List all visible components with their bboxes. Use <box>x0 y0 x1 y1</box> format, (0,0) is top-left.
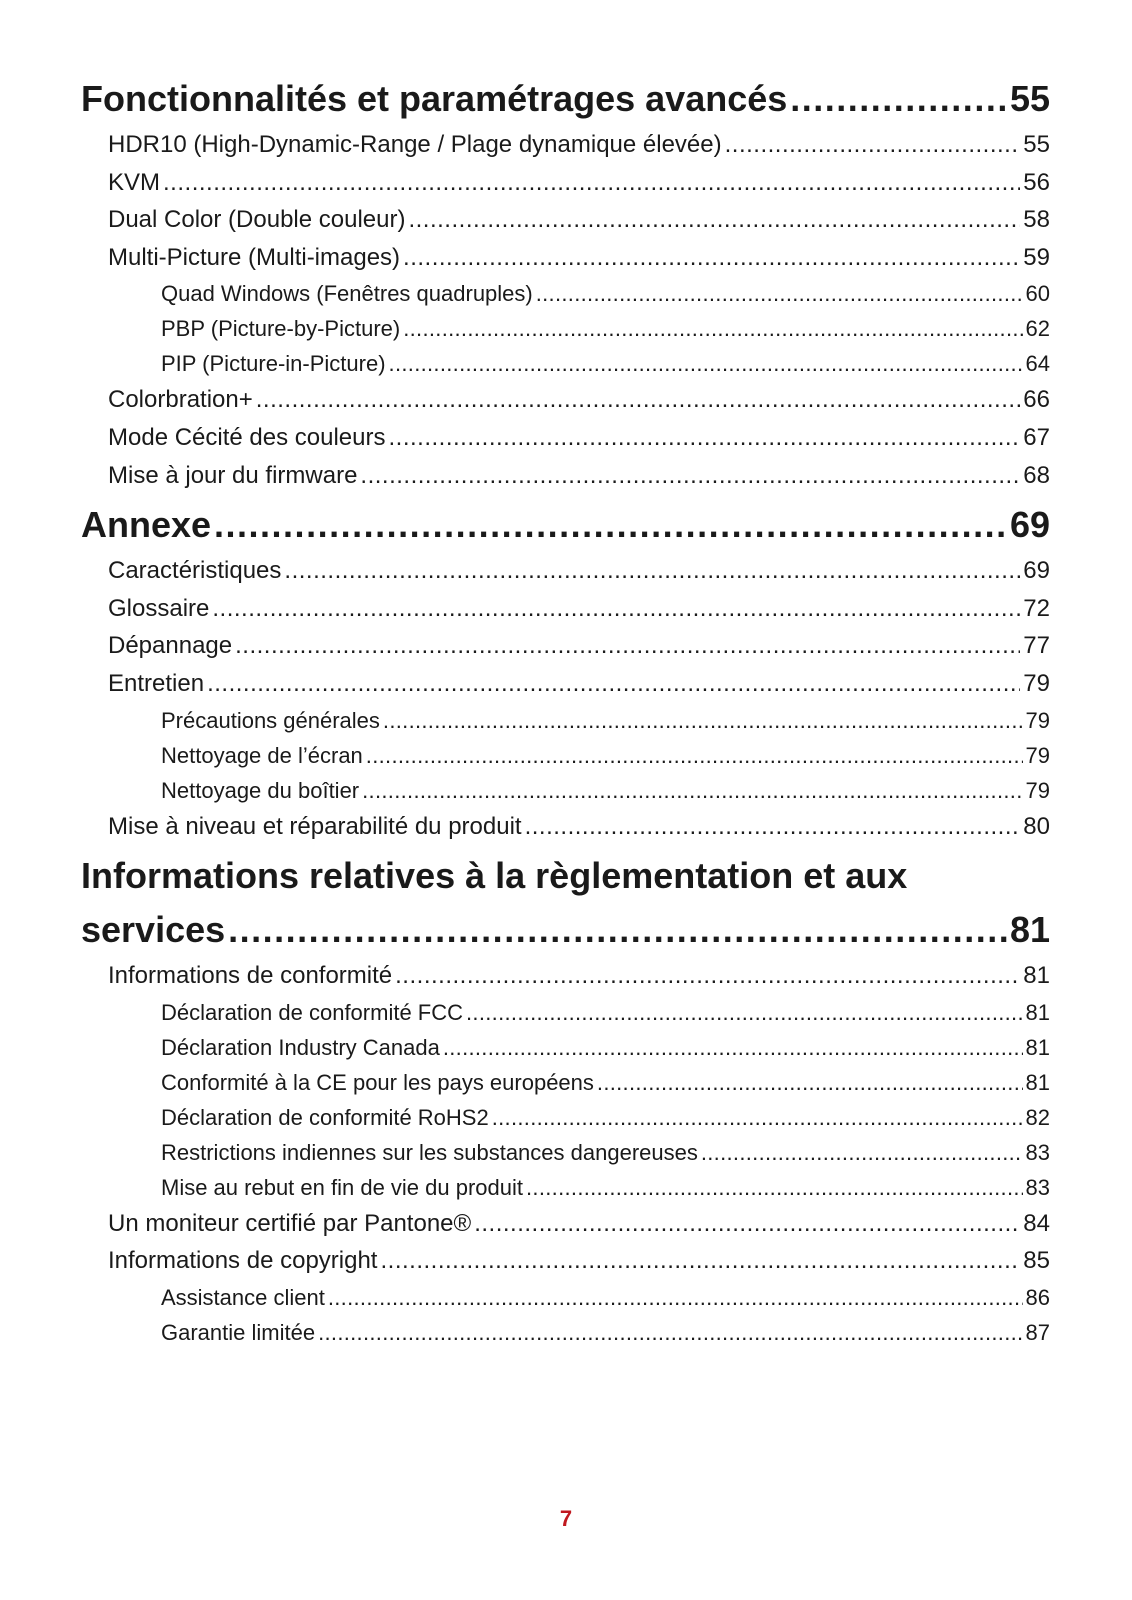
toc-entry-label: Dual Color (Double couleur) <box>108 206 406 234</box>
toc-entry-label: Déclaration Industry Canada <box>161 1034 440 1060</box>
dot-leader <box>212 590 1020 628</box>
toc-entry[interactable] <box>81 381 1050 419</box>
toc-page-number: 83 <box>1025 1174 1050 1200</box>
toc-page-number: 83 <box>1025 1139 1050 1165</box>
toc-section-title-line[interactable]: Informations relatives à la règlementation et aux <box>81 855 908 897</box>
toc-entry-label: Multi-Picture (Multi-images) <box>108 243 401 271</box>
toc-page-number: 81 <box>1025 1034 1050 1060</box>
dot-leader <box>403 239 1020 277</box>
toc-page-number: 81 <box>1023 962 1050 990</box>
toc-page-number: 69 <box>1009 504 1050 546</box>
dot-leader <box>474 1205 1020 1243</box>
toc-page-number: 64 <box>1025 351 1050 377</box>
dot-leader <box>466 995 1023 1030</box>
toc-entry-label: KVM <box>108 168 161 196</box>
dot-leader <box>256 381 1021 419</box>
toc-entry-label: HDR10 (High-Dynamic-Range / Plage dynamique élevée) <box>108 131 722 158</box>
toc-entry-label: Un moniteur certifié par Pantone® <box>108 1209 472 1237</box>
dot-leader <box>725 126 1021 164</box>
dot-leader <box>228 903 1007 957</box>
toc-entry-label: Nettoyage de l’écran <box>161 742 363 768</box>
dot-leader <box>395 957 1020 995</box>
toc-entry-label: Restrictions indiennes sur les substances dangereuses <box>161 1139 698 1165</box>
toc-entry-label: Glossaire <box>108 594 210 622</box>
dot-leader <box>328 1280 1023 1315</box>
toc-page-number: 66 <box>1023 386 1050 414</box>
toc-subentry[interactable] <box>81 276 1050 311</box>
toc-page-number: 79 <box>1025 742 1050 768</box>
toc-section-title: Fonctionnalités et paramétrages avancés <box>81 78 788 119</box>
toc-page-number: 67 <box>1023 423 1050 451</box>
toc-page-number: 55 <box>1009 78 1050 119</box>
dot-leader <box>701 1135 1023 1170</box>
toc-entry[interactable] <box>81 126 1050 164</box>
toc-entry-label: Mise à jour du firmware <box>108 461 358 489</box>
dot-leader <box>284 552 1020 590</box>
toc-entry-label: Mise à niveau et réparabilité du produit <box>108 812 522 840</box>
toc-entry-label: Quad Windows (Fenêtres quadruples) <box>161 281 533 307</box>
dot-leader <box>207 665 1020 703</box>
toc-section-heading[interactable] <box>81 498 1050 552</box>
toc-subentry[interactable] <box>81 738 1050 773</box>
toc-entry-label: Déclaration de conformité RoHS2 <box>161 1104 489 1130</box>
toc-entry-label: Précautions générales <box>161 707 380 733</box>
toc-entry[interactable] <box>81 1205 1050 1243</box>
toc-entry[interactable] <box>81 590 1050 628</box>
toc-entry-label: Assistance client <box>161 1284 325 1310</box>
toc-entry[interactable] <box>81 552 1050 590</box>
toc-section-heading[interactable] <box>81 72 1050 126</box>
toc-page-number: 69 <box>1023 557 1050 585</box>
toc-page-number: 81 <box>1009 909 1050 951</box>
toc-entry-label: Informations de copyright <box>108 1247 378 1275</box>
toc-subentry[interactable] <box>81 1100 1050 1135</box>
dot-leader <box>214 498 1007 552</box>
dot-leader <box>360 457 1020 495</box>
toc-page-number: 55 <box>1023 131 1050 158</box>
toc-page-number: 81 <box>1025 999 1050 1025</box>
toc-page-number: 79 <box>1023 669 1050 697</box>
toc-page-number: 56 <box>1023 168 1050 196</box>
toc-section-title: Annexe <box>81 504 212 546</box>
toc-page-number: 60 <box>1025 281 1050 307</box>
toc-entry[interactable] <box>81 239 1050 277</box>
table-of-contents <box>81 72 1050 1350</box>
toc-subentry[interactable] <box>81 311 1050 346</box>
toc-page-number: 79 <box>1025 707 1050 733</box>
toc-page-number: 68 <box>1023 461 1050 489</box>
dot-leader <box>597 1065 1023 1100</box>
toc-page-number: 87 <box>1025 1319 1050 1345</box>
toc-subentry[interactable] <box>81 346 1050 381</box>
toc-entry-label: Conformité à la CE pour les pays européens <box>161 1069 594 1095</box>
dot-leader <box>366 738 1023 773</box>
toc-entry[interactable] <box>81 457 1050 495</box>
toc-page-number: 72 <box>1023 594 1050 622</box>
toc-entry-label: Mode Cécité des couleurs <box>108 423 386 451</box>
toc-entry-label: Dépannage <box>108 632 233 660</box>
toc-subentry[interactable] <box>81 1280 1050 1315</box>
toc-entry[interactable] <box>81 419 1050 457</box>
dot-leader <box>163 164 1020 202</box>
toc-subentry[interactable] <box>81 1170 1050 1205</box>
toc-page-number: 82 <box>1025 1104 1050 1130</box>
dot-leader <box>318 1315 1022 1350</box>
dot-leader <box>383 703 1023 738</box>
toc-entry[interactable] <box>81 957 1050 995</box>
toc-page-number: 58 <box>1023 206 1050 234</box>
toc-entry-label: Déclaration de conformité FCC <box>161 999 464 1025</box>
toc-entry[interactable] <box>81 665 1050 703</box>
toc-entry[interactable] <box>81 201 1050 239</box>
toc-subentry[interactable] <box>81 1135 1050 1170</box>
toc-entry-label: PIP (Picture-in-Picture) <box>161 351 386 377</box>
dot-leader <box>525 808 1021 846</box>
dot-leader <box>403 311 1022 346</box>
toc-entry-label: Garantie limitée <box>161 1319 316 1345</box>
toc-page-number: 81 <box>1025 1069 1050 1095</box>
dot-leader <box>235 627 1020 665</box>
toc-entry[interactable] <box>81 164 1050 202</box>
toc-entry[interactable] <box>81 1242 1050 1280</box>
toc-entry-label: PBP (Picture-by-Picture) <box>161 316 401 342</box>
dot-leader <box>389 346 1023 381</box>
toc-page-number: 59 <box>1023 243 1050 271</box>
toc-subentry[interactable] <box>81 703 1050 738</box>
toc-section-title: services <box>81 909 226 951</box>
toc-page-number: 62 <box>1025 316 1050 342</box>
dot-leader <box>443 1030 1023 1065</box>
toc-page-number: 79 <box>1025 777 1050 803</box>
toc-entry-label: Mise au rebut en fin de vie du produit <box>161 1174 524 1200</box>
toc-entry-label: Entretien <box>108 669 205 697</box>
toc-section-heading[interactable] <box>81 903 1050 957</box>
toc-entry-label: Informations de conformité <box>108 962 393 990</box>
toc-entry-label: Colorbration+ <box>108 386 253 414</box>
dot-leader <box>790 72 1007 126</box>
toc-entry[interactable] <box>81 808 1050 846</box>
toc-page-number: 84 <box>1023 1209 1050 1237</box>
dot-leader <box>408 201 1020 239</box>
footer-page-number: 7 <box>559 1506 573 1531</box>
toc-subentry[interactable] <box>81 1065 1050 1100</box>
dot-leader <box>362 773 1022 808</box>
toc-page-number: 80 <box>1023 812 1050 840</box>
dot-leader <box>380 1242 1020 1280</box>
toc-subentry[interactable] <box>81 773 1050 808</box>
dot-leader <box>492 1100 1023 1135</box>
toc-page-number: 85 <box>1023 1247 1050 1275</box>
toc-entry-label: Nettoyage du boîtier <box>161 777 360 803</box>
toc-subentry[interactable] <box>81 995 1050 1030</box>
dot-leader <box>388 419 1020 457</box>
toc-subentry[interactable] <box>81 1030 1050 1065</box>
toc-page-number: 77 <box>1023 632 1050 660</box>
toc-entry[interactable] <box>81 627 1050 665</box>
toc-subentry[interactable] <box>81 1315 1050 1350</box>
toc-page-number: 86 <box>1025 1284 1050 1310</box>
dot-leader <box>526 1170 1023 1205</box>
toc-entry-label: Caractéristiques <box>108 557 282 585</box>
dot-leader <box>536 276 1023 311</box>
